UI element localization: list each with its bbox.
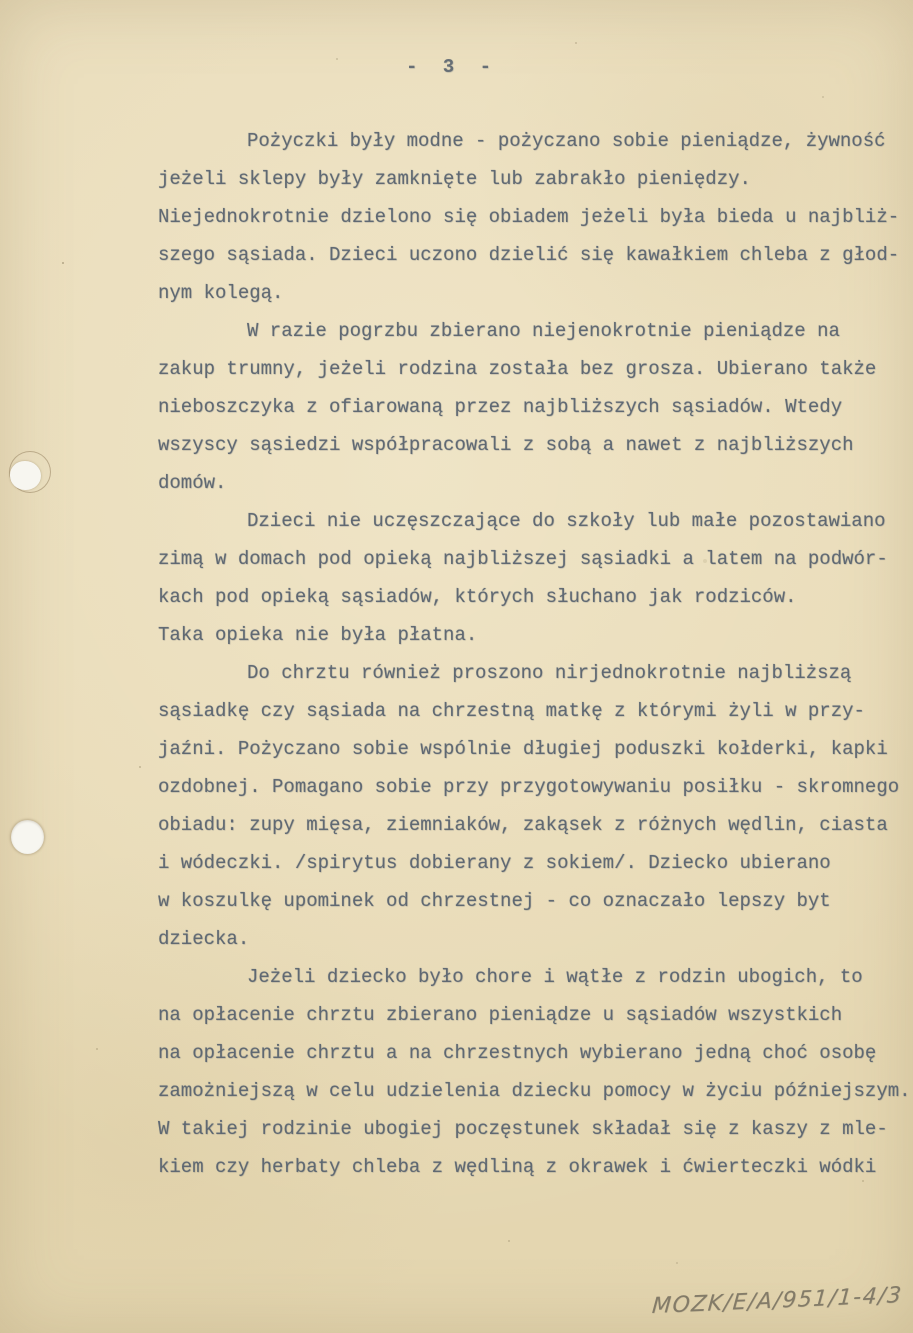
typewritten-line: Dzieci nie uczęszczające do szkoły lub małe pozostawiano (247, 510, 886, 532)
typewritten-line: kach pod opieką sąsiadów, których słuchano jak rodziców. (158, 586, 797, 608)
typewritten-line: nieboszczyka z ofiarowaną przez najbliższych sąsiadów. Wtedy (158, 396, 843, 418)
typewritten-line: Taka opieka nie była płatna. (158, 624, 478, 646)
typewritten-line: Niejednokrotnie dzielono się obiadem jeżeli była bieda u najbliż- (158, 206, 900, 228)
typewritten-text (158, 122, 913, 1186)
typewritten-line: i wódeczki. /spirytus dobierany z sokiem/. Dziecko ubierano (158, 852, 831, 874)
typewritten-line: zakup trumny, jeżeli rodzina została bez grosza. Ubierano także (158, 358, 877, 380)
typewritten-line: zamożniejszą w celu udzielenia dziecku pomocy w życiu późniejszym. (158, 1080, 911, 1102)
typewritten-line: domów. (158, 472, 227, 494)
typewritten-line: na opłacenie chrztu zbierano pieniądze u sąsiadów wszystkich (158, 1004, 843, 1026)
punch-hole-top (9, 451, 51, 493)
typewritten-line: na opłacenie chrztu a na chrzestnych wybierano jedną choć osobę (158, 1042, 877, 1064)
typewritten-line: W razie pogrzbu zbierano niejenokrotnie pieniądze na (247, 320, 840, 342)
punch-hole-bottom (11, 820, 44, 854)
typewritten-line: dziecka. (158, 928, 250, 950)
typewritten-line: sąsiadkę czy sąsiada na chrzestną matkę z którymi żyli w przy- (158, 700, 865, 722)
typewritten-line: ozdobnej. Pomagano sobie przy przygotowywaniu posiłku - skromnego (158, 776, 900, 798)
typewritten-line: jeżeli sklepy były zamknięte lub zabrakło pieniędzy. (158, 168, 751, 190)
typewritten-line: wszyscy sąsiedzi współpracowali z sobą a nawet z najbliższych (158, 434, 854, 456)
page-number: - 3 - (406, 56, 499, 78)
typewritten-line: kiem czy herbaty chleba z wędliną z okrawek i ćwierteczki wódki (158, 1156, 877, 1178)
typewritten-line: Do chrztu również proszono nirjednokrotnie najbliższą (247, 662, 852, 684)
typewritten-line: zimą w domach pod opieką najbliższej sąsiadki a latem na podwór- (158, 548, 888, 570)
archival-reference-handwriting: MOZK/E/A/951/1-4/3 (651, 1283, 904, 1320)
typewritten-line: Pożyczki były modne - pożyczano sobie pieniądze, żywność (247, 130, 886, 152)
typewritten-line: w koszulkę upominek od chrzestnej - co oznaczało lepszy byt (158, 890, 831, 912)
typewritten-line: Jeżeli dziecko było chore i wątłe z rodzin ubogich, to (247, 966, 863, 988)
typewritten-line: jaźni. Pożyczano sobie wspólnie długiej poduszki kołderki, kapki (158, 738, 888, 760)
punch-hole-opening (10, 461, 41, 490)
typewritten-line: obiadu: zupy mięsa, ziemniaków, zakąsek z różnych wędlin, ciasta (158, 814, 888, 836)
typewritten-line: W takiej rodzinie ubogiej poczęstunek składał się z kaszy z mle- (158, 1118, 888, 1140)
typewritten-line: szego sąsiada. Dzieci uczono dzielić się kawałkiem chleba z głod- (158, 244, 900, 266)
typewritten-line: nym kolegą. (158, 282, 284, 304)
paper-specks (0, 0, 2, 2)
